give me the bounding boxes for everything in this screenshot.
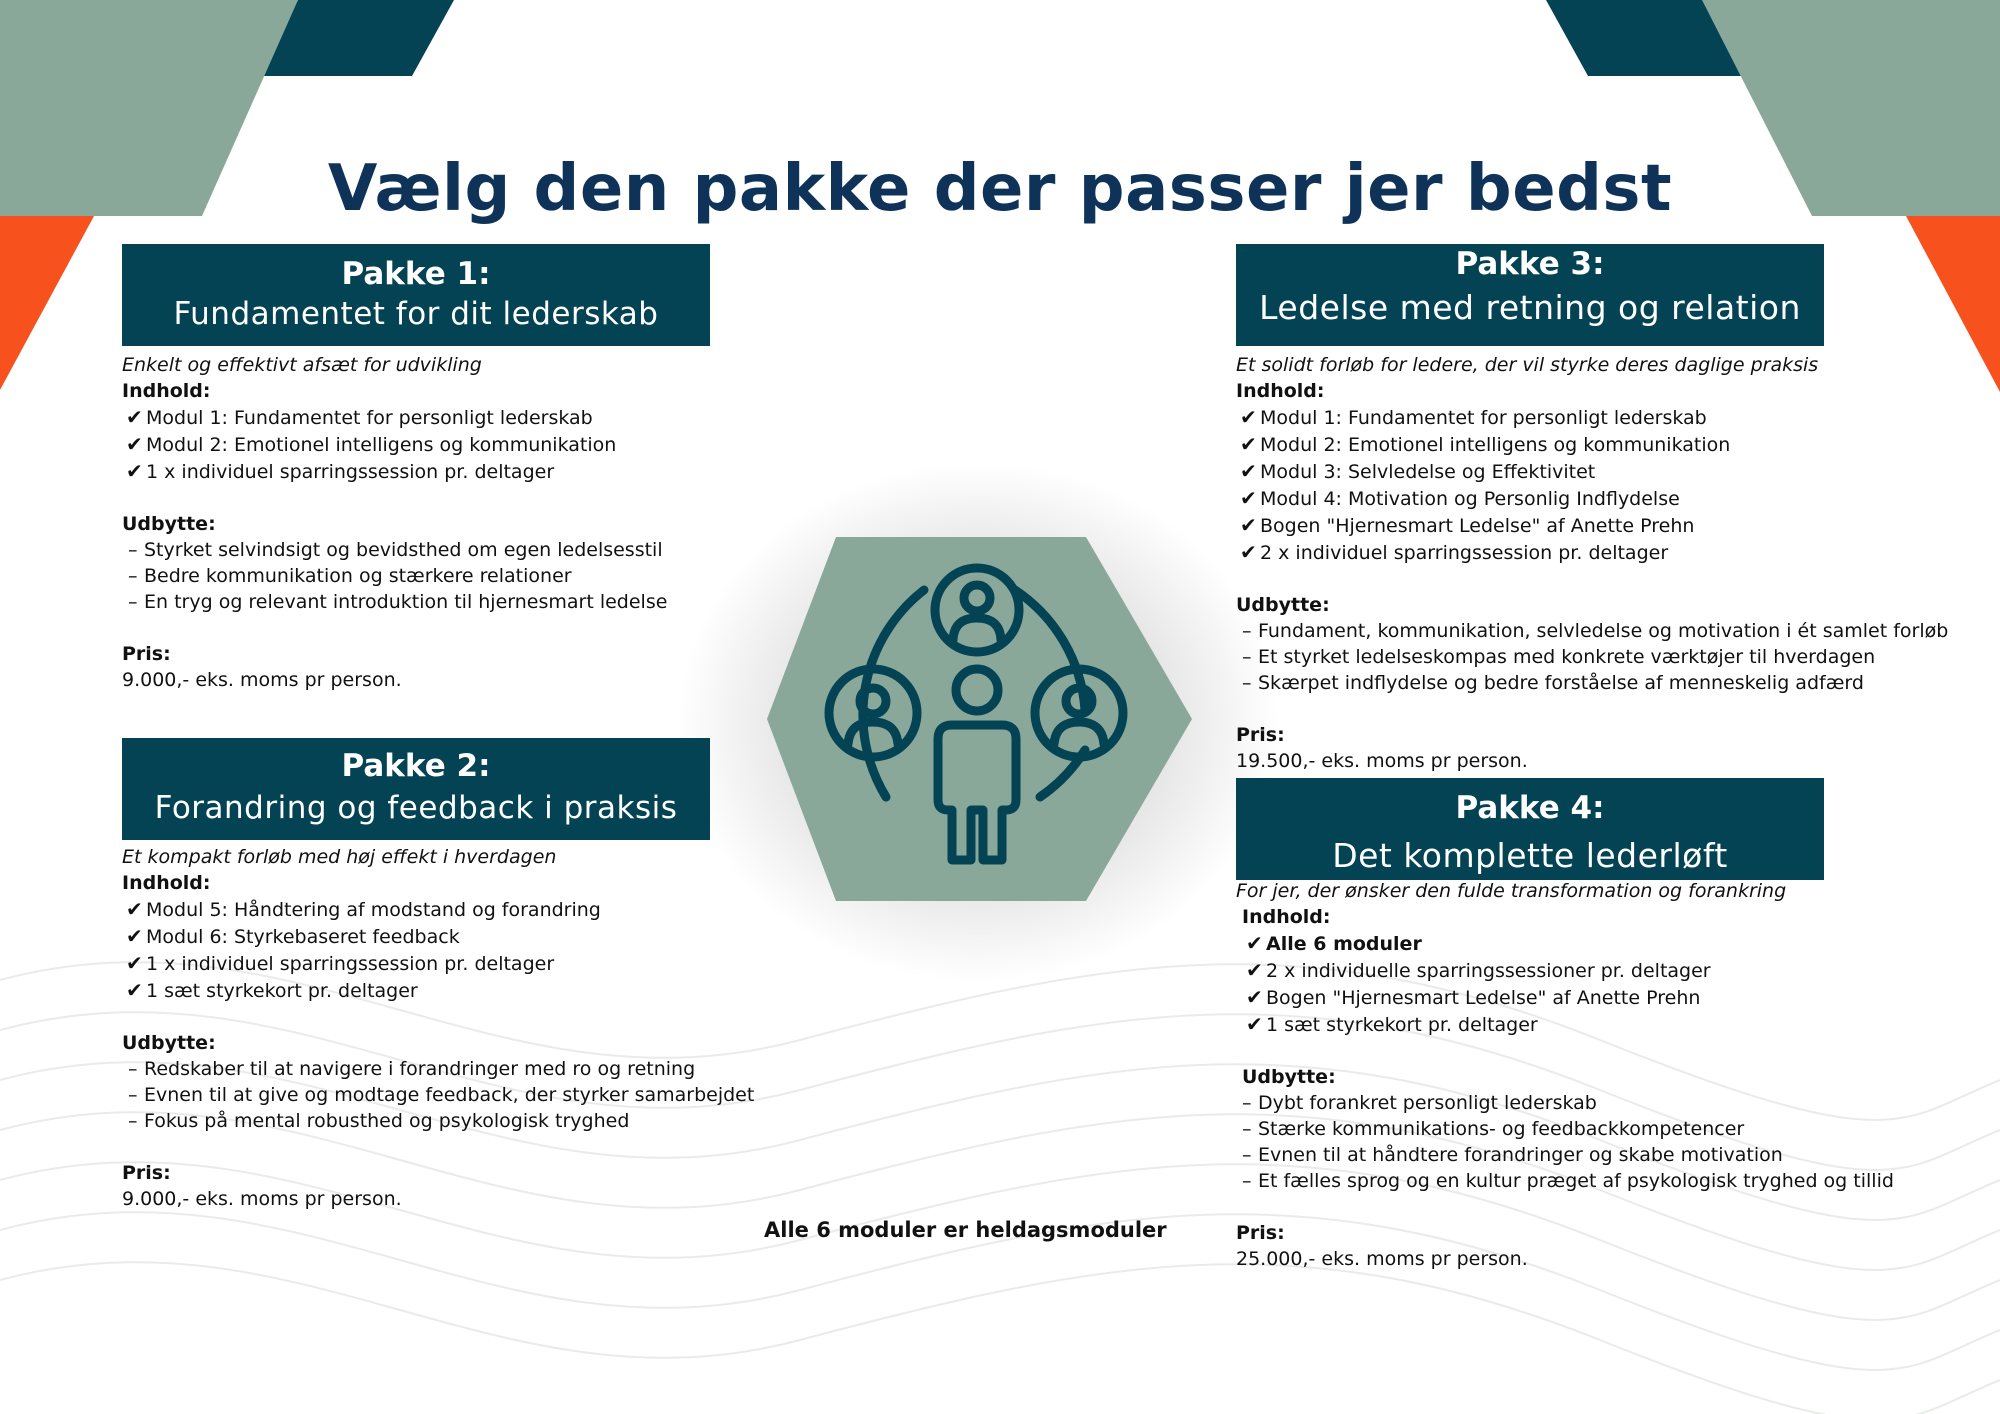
package-1-benefit-label: Udbytte:: [122, 513, 216, 535]
list-item: ✔ Modul 4: Motivation og Personlig Indflydelse: [1236, 485, 1948, 512]
team-people-icon: [740, 500, 1216, 940]
package-4-subtitle: For jer, der ønsker den fulde transformation og forankring: [1236, 880, 1787, 902]
list-item: ✔ Bogen "Hjernesmart Ledelse" af Anette Prehn: [1242, 984, 1894, 1011]
list-item: – Fundament, kommunikation, selvledelse og motivation i ét samlet forløb: [1242, 620, 1949, 642]
list-item: ✔ 1 sæt styrkekort pr. deltager: [1242, 1011, 1894, 1038]
checkmark-icon: ✔: [126, 978, 143, 1002]
modules-footnote: Alle 6 moduler er heldagsmoduler: [764, 1218, 1167, 1242]
list-item: ✔ Modul 2: Emotionel intelligens og kommunikation: [1236, 431, 1948, 458]
package-1-details: [122, 352, 667, 693]
list-item: ✔ Modul 5: Håndtering af modstand og forandring: [122, 896, 754, 923]
package-3-price: 19.500,- eks. moms pr person.: [1236, 750, 1528, 772]
checkmark-icon: ✔: [126, 459, 143, 483]
checkmark-icon: ✔: [1246, 1012, 1263, 1036]
list-item: ✔ 2 x individuelle sparringssessioner pr. deltager: [1242, 957, 1894, 984]
list-item: – Stærke kommunikations- og feedbackkompetencer: [1242, 1118, 1745, 1140]
package-2-name: Forandring og feedback i praksis: [154, 790, 678, 826]
list-item: ✔ 2 x individuel sparringssession pr. deltager: [1236, 539, 1948, 566]
checkmark-icon: ✔: [126, 405, 143, 429]
package-3-benefit-label: Udbytte:: [1236, 594, 1330, 616]
list-item: – Et fælles sprog og en kultur præget af psykologisk tryghed og tillid: [1242, 1170, 1894, 1192]
list-item: – Fokus på mental robusthed og psykologisk tryghed: [128, 1110, 630, 1132]
package-4-details: [1236, 878, 1894, 1272]
package-4-content-list: [1242, 930, 1894, 1038]
list-item: – Dybt forankret personligt lederskab: [1242, 1092, 1597, 1114]
package-2-number: Pakke 2:: [341, 748, 491, 784]
package-1-price-label: Pris:: [122, 643, 171, 665]
checkmark-icon: ✔: [1240, 405, 1257, 429]
checkmark-icon: ✔: [126, 951, 143, 975]
package-3-name: Ledelse med retning og relation: [1259, 288, 1801, 327]
package-2-benefit-list: [122, 1056, 754, 1134]
list-item: – Et styrket ledelseskompas med konkrete værktøjer til hverdagen: [1242, 646, 1876, 668]
checkmark-icon: ✔: [1240, 459, 1257, 483]
checkmark-icon: ✔: [126, 432, 143, 456]
list-item: ✔ Modul 3: Selvledelse og Effektivitet: [1236, 458, 1948, 485]
list-item: ✔ Modul 1: Fundamentet for personligt lederskab: [1236, 404, 1948, 431]
package-4-price: 25.000,- eks. moms pr person.: [1236, 1248, 1528, 1270]
package-3-content-label: Indhold:: [1236, 380, 1325, 402]
package-3-details: [1236, 352, 1948, 774]
list-item: – En tryg og relevant introduktion til hjernesmart ledelse: [128, 591, 668, 613]
list-item: ✔ Modul 6: Styrkebaseret feedback: [122, 923, 754, 950]
package-3-subtitle: Et solidt forløb for ledere, der vil styrke deres daglige praksis: [1236, 354, 1819, 376]
package-3-price-label: Pris:: [1236, 724, 1285, 746]
package-2-benefit-label: Udbytte:: [122, 1032, 216, 1054]
list-item: – Redskaber til at navigere i forandringer med ro og retning: [128, 1058, 696, 1080]
checkmark-icon: ✔: [1246, 985, 1263, 1009]
package-4-name: Det komplette lederløft: [1332, 836, 1728, 875]
checkmark-icon: ✔: [126, 924, 143, 948]
package-1-subtitle: Enkelt og effektivt afsæt for udvikling: [122, 354, 482, 376]
top-left-orange-shape: [0, 216, 94, 390]
page-title: Vælg den pakke der passer jer bedst: [327, 152, 1673, 226]
package-3-benefit-list: [1236, 618, 1948, 696]
package-3-number: Pakke 3:: [1455, 246, 1605, 282]
list-item: – Evnen til at give og modtage feedback, der styrker samarbejdet: [128, 1084, 755, 1106]
package-1-name: Fundamentet for dit lederskab: [173, 296, 659, 332]
package-2-price: 9.000,- eks. moms pr person.: [122, 1188, 402, 1210]
list-item: ✔ Modul 1: Fundamentet for personligt lederskab: [122, 404, 667, 431]
checkmark-icon: ✔: [1240, 432, 1257, 456]
package-4-price-label: Pris:: [1236, 1222, 1285, 1244]
package-1-header: [122, 244, 710, 346]
list-item: ✔ 1 x individuel sparringssession pr. deltager: [122, 950, 754, 977]
package-2-header: [122, 738, 710, 840]
package-4-number: Pakke 4:: [1455, 790, 1605, 826]
checkmark-icon: ✔: [1246, 931, 1263, 955]
package-3-content-list: [1236, 404, 1948, 566]
package-2-details: [122, 844, 754, 1212]
package-4-benefit-list: [1236, 1090, 1894, 1194]
package-4-content-label: Indhold:: [1242, 906, 1331, 928]
package-3-header: [1236, 244, 1824, 346]
package-2-subtitle: Et kompakt forløb med høj effekt i hverdagen: [122, 846, 557, 868]
list-item: ✔ 1 sæt styrkekort pr. deltager: [122, 977, 754, 1004]
package-1-benefit-list: [122, 537, 667, 615]
list-item: – Evnen til at håndtere forandringer og skabe motivation: [1242, 1144, 1783, 1166]
list-item: ✔ 1 x individuel sparringssession pr. deltager: [122, 458, 667, 485]
package-1-number: Pakke 1:: [341, 256, 491, 292]
package-1-price: 9.000,- eks. moms pr person.: [122, 669, 402, 691]
checkmark-icon: ✔: [1240, 513, 1257, 537]
package-4-header: [1236, 778, 1824, 880]
package-1-content-list: [122, 404, 667, 485]
package-1-content-label: Indhold:: [122, 380, 211, 402]
list-item: ✔ Alle 6 moduler: [1242, 930, 1894, 957]
package-2-content-label: Indhold:: [122, 872, 211, 894]
list-item: – Bedre kommunikation og stærkere relationer: [128, 565, 572, 587]
package-2-content-list: [122, 896, 754, 1004]
checkmark-icon: ✔: [1246, 958, 1263, 982]
package-2-price-label: Pris:: [122, 1162, 171, 1184]
list-item: ✔ Bogen "Hjernesmart Ledelse" af Anette Prehn: [1236, 512, 1948, 539]
package-4-benefit-label: Udbytte:: [1242, 1066, 1336, 1088]
list-item: – Styrket selvindsigt og bevidsthed om egen ledelsesstil: [128, 539, 663, 561]
checkmark-icon: ✔: [1240, 486, 1257, 510]
list-item: ✔ Modul 2: Emotionel intelligens og kommunikation: [122, 431, 667, 458]
checkmark-icon: ✔: [1240, 540, 1257, 564]
list-item: – Skærpet indflydelse og bedre forståelse af menneskelig adfærd: [1242, 672, 1864, 694]
checkmark-icon: ✔: [126, 897, 143, 921]
